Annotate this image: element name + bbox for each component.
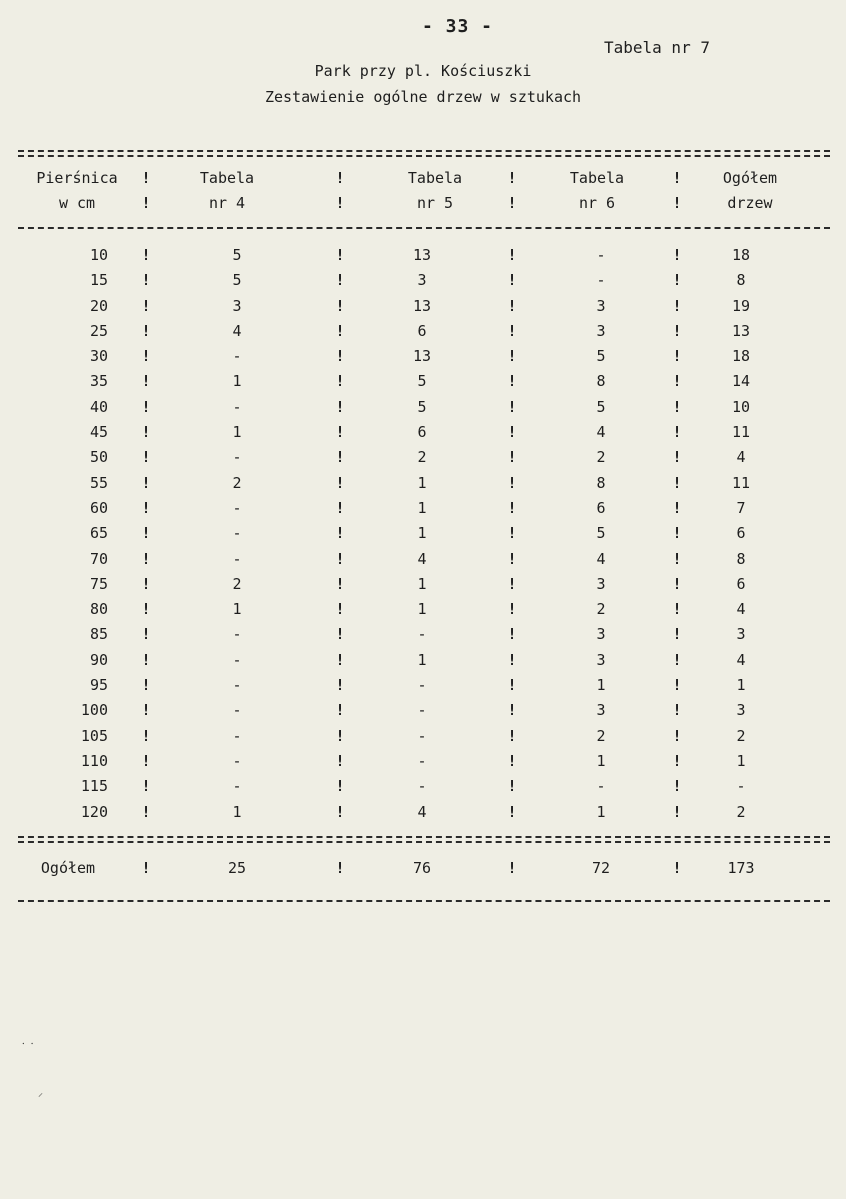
cell-t5: -	[417, 625, 427, 644]
cell-diameter: 90	[89, 650, 108, 669]
cell-t4: -	[232, 498, 242, 517]
ink-speck: ⸝	[38, 1088, 43, 1099]
column-separator: !	[141, 397, 151, 416]
column-separator: !	[335, 549, 345, 568]
cell-t5: 1	[417, 498, 427, 517]
column-separator: !	[672, 859, 682, 877]
cell-t6: 6	[596, 498, 606, 517]
column-separator: !	[335, 524, 345, 543]
cell-t5: 3	[417, 271, 427, 290]
column-separator: !	[335, 751, 345, 770]
cell-t6: -	[596, 246, 606, 264]
table-top-rule	[18, 150, 830, 157]
cell-diameter: 115	[80, 777, 108, 796]
cell-t6: 5	[596, 397, 606, 416]
cell-t6: 2	[596, 726, 606, 745]
cell-t5: -	[417, 726, 427, 745]
table-row	[0, 395, 846, 420]
cell-t4: 4	[232, 321, 242, 340]
cell-total: 8	[736, 271, 746, 290]
column-separator: !	[335, 574, 345, 593]
cell-diameter: 120	[80, 802, 108, 821]
totals-label: Ogółem	[40, 859, 96, 877]
column-separator: !	[335, 498, 345, 517]
cell-t5: 1	[417, 600, 427, 619]
column-separator: !	[507, 625, 517, 644]
cell-t6: 5	[596, 524, 606, 543]
column-separator: !	[335, 194, 345, 212]
column-separator: !	[335, 448, 345, 467]
cell-t6: 4	[596, 423, 606, 442]
column-separator: !	[672, 397, 682, 416]
cell-t6: 5	[596, 347, 606, 366]
column-separator: !	[672, 321, 682, 340]
column-separator: !	[507, 169, 517, 187]
cell-total: 1	[736, 751, 746, 770]
cell-diameter: 95	[89, 676, 108, 695]
cell-t4: -	[232, 777, 242, 796]
cell-t6: -	[596, 777, 606, 796]
cell-t4: -	[232, 524, 242, 543]
document-subtitle: Zestawienie ogólne drzew w sztukach	[264, 88, 582, 106]
cell-diameter: 30	[89, 347, 108, 366]
column-separator: !	[141, 859, 151, 877]
column-separator: !	[672, 246, 682, 264]
column-separator: !	[507, 600, 517, 619]
column-separator: !	[507, 246, 517, 264]
column-separator: !	[672, 448, 682, 467]
column-separator: !	[672, 423, 682, 442]
cell-t6: -	[596, 271, 606, 290]
totals-t5: 76	[412, 859, 432, 877]
cell-t5: 6	[417, 423, 427, 442]
cell-t6: 3	[596, 296, 606, 315]
cell-total: 2	[736, 726, 746, 745]
column-separator: !	[335, 625, 345, 644]
table-row	[0, 800, 846, 825]
column-separator: !	[335, 726, 345, 745]
column-separator: !	[141, 473, 151, 492]
cell-t5: 13	[412, 246, 432, 264]
column-separator: !	[507, 498, 517, 517]
header-rule	[18, 227, 830, 229]
column-separator: !	[507, 777, 517, 796]
column-separator: !	[141, 498, 151, 517]
column-separator: !	[335, 169, 345, 187]
header-t4-line1: Tabela	[199, 169, 255, 187]
cell-t6: 1	[596, 676, 606, 695]
table-row	[0, 673, 846, 698]
cell-total: 4	[736, 650, 746, 669]
column-separator: !	[335, 600, 345, 619]
cell-t4: 1	[232, 372, 242, 391]
cell-total: 18	[731, 246, 751, 264]
cell-diameter: 55	[89, 473, 108, 492]
cell-t6: 2	[596, 600, 606, 619]
cell-diameter: 85	[89, 625, 108, 644]
totals-t4: 25	[227, 859, 247, 877]
column-separator: !	[672, 625, 682, 644]
cell-t4: -	[232, 397, 242, 416]
column-separator: !	[507, 372, 517, 391]
cell-t5: 1	[417, 524, 427, 543]
table-row	[0, 344, 846, 369]
cell-t6: 3	[596, 574, 606, 593]
cell-total: 18	[731, 347, 751, 366]
column-separator: !	[507, 296, 517, 315]
table-row	[0, 547, 846, 572]
column-separator: !	[335, 271, 345, 290]
cell-t6: 3	[596, 701, 606, 720]
cell-t6: 1	[596, 802, 606, 821]
column-separator: !	[507, 397, 517, 416]
column-separator: !	[141, 650, 151, 669]
cell-total: 10	[731, 397, 751, 416]
cell-total: 2	[736, 802, 746, 821]
column-separator: !	[507, 423, 517, 442]
column-separator: !	[141, 194, 151, 212]
cell-t4: 5	[232, 246, 242, 264]
cell-total: 11	[731, 423, 751, 442]
cell-t4: -	[232, 347, 242, 366]
cell-t5: 1	[417, 650, 427, 669]
cell-t4: 1	[232, 802, 242, 821]
column-separator: !	[507, 701, 517, 720]
column-separator: !	[507, 751, 517, 770]
table-row	[0, 445, 846, 470]
cell-total: 4	[736, 600, 746, 619]
column-separator: !	[335, 347, 345, 366]
cell-t4: -	[232, 676, 242, 695]
column-separator: !	[672, 701, 682, 720]
header-diameter-line2: w cm	[58, 194, 96, 212]
cell-diameter: 45	[89, 423, 108, 442]
cell-t4: 2	[232, 473, 242, 492]
header-t5-line1: Tabela	[407, 169, 463, 187]
cell-t6: 8	[596, 372, 606, 391]
column-separator: !	[672, 650, 682, 669]
table-row	[0, 496, 846, 521]
cell-t6: 3	[596, 321, 606, 340]
table-row	[0, 294, 846, 319]
header-t6-line1: Tabela	[569, 169, 625, 187]
column-separator: !	[141, 600, 151, 619]
table-row	[0, 749, 846, 774]
cell-t4: -	[232, 701, 242, 720]
cell-t5: 13	[412, 347, 432, 366]
column-separator: !	[141, 271, 151, 290]
column-separator: !	[507, 194, 517, 212]
cell-diameter: 65	[89, 524, 108, 543]
cell-t4: 5	[232, 271, 242, 290]
column-separator: !	[507, 321, 517, 340]
column-separator: !	[335, 321, 345, 340]
ink-speck: ⸱ ⸱	[22, 1039, 34, 1050]
document-title: Park przy pl. Kościuszki	[314, 62, 532, 80]
cell-total: 4	[736, 448, 746, 467]
cell-diameter: 35	[89, 372, 108, 391]
column-separator: !	[335, 423, 345, 442]
cell-diameter: 80	[89, 600, 108, 619]
cell-diameter: 40	[89, 397, 108, 416]
table-number: Tabela nr 7	[604, 38, 710, 57]
column-separator: !	[141, 701, 151, 720]
table-row	[0, 774, 846, 799]
column-separator: !	[672, 473, 682, 492]
column-separator: !	[141, 751, 151, 770]
header-total-line1: Ogółem	[722, 169, 778, 187]
column-separator: !	[672, 372, 682, 391]
column-separator: !	[507, 473, 517, 492]
page-number: - 33 -	[422, 16, 494, 37]
column-separator: !	[672, 751, 682, 770]
column-separator: !	[141, 574, 151, 593]
cell-t4: -	[232, 751, 242, 770]
table-row	[0, 268, 846, 293]
cell-t4: -	[232, 549, 242, 568]
cell-diameter: 15	[89, 271, 108, 290]
column-separator: !	[335, 397, 345, 416]
cell-t4: -	[232, 448, 242, 467]
column-separator: !	[335, 650, 345, 669]
cell-t5: 1	[417, 473, 427, 492]
column-separator: !	[507, 347, 517, 366]
column-separator: !	[507, 676, 517, 695]
column-separator: !	[672, 676, 682, 695]
cell-diameter: 75	[89, 574, 108, 593]
column-separator: !	[141, 802, 151, 821]
totals-all: 173	[727, 859, 755, 877]
cell-t6: 1	[596, 751, 606, 770]
table-row	[0, 319, 846, 344]
column-separator: !	[141, 169, 151, 187]
column-separator: !	[507, 549, 517, 568]
cell-t6: 4	[596, 549, 606, 568]
header-diameter-line1: Pierśnica	[36, 169, 118, 187]
column-separator: !	[335, 372, 345, 391]
table-row	[0, 724, 846, 749]
header-t4-line2: nr 4	[208, 194, 246, 212]
cell-diameter: 50	[89, 448, 108, 467]
column-separator: !	[141, 246, 151, 264]
cell-t5: 1	[417, 574, 427, 593]
cell-t4: -	[232, 650, 242, 669]
body-bottom-rule	[18, 836, 830, 843]
cell-total: 11	[731, 473, 751, 492]
column-separator: !	[672, 498, 682, 517]
cell-t5: 4	[417, 802, 427, 821]
column-separator: !	[141, 321, 151, 340]
column-separator: !	[672, 600, 682, 619]
cell-diameter: 10	[89, 246, 108, 264]
column-separator: !	[141, 676, 151, 695]
table-header	[0, 166, 846, 218]
column-separator: !	[672, 169, 682, 187]
column-separator: !	[141, 777, 151, 796]
cell-t5: -	[417, 751, 427, 770]
cell-t4: -	[232, 625, 242, 644]
table-row	[0, 471, 846, 496]
table-row	[0, 521, 846, 546]
table-row	[0, 369, 846, 394]
column-separator: !	[335, 777, 345, 796]
cell-t4: 3	[232, 296, 242, 315]
table-row	[0, 698, 846, 723]
cell-total: 6	[736, 524, 746, 543]
column-separator: !	[335, 296, 345, 315]
column-separator: !	[141, 726, 151, 745]
column-separator: !	[141, 448, 151, 467]
column-separator: !	[335, 802, 345, 821]
column-separator: !	[141, 625, 151, 644]
cell-t5: -	[417, 777, 427, 796]
cell-t4: 1	[232, 600, 242, 619]
cell-t4: 2	[232, 574, 242, 593]
cell-diameter: 105	[80, 726, 108, 745]
column-separator: !	[672, 777, 682, 796]
cell-t6: 3	[596, 625, 606, 644]
column-separator: !	[335, 473, 345, 492]
column-separator: !	[141, 549, 151, 568]
table-row	[0, 622, 846, 647]
cell-t4: -	[232, 726, 242, 745]
column-separator: !	[507, 802, 517, 821]
column-separator: !	[507, 650, 517, 669]
cell-total: 6	[736, 574, 746, 593]
cell-t4: 1	[232, 423, 242, 442]
cell-total: 19	[731, 296, 751, 315]
table-row	[0, 648, 846, 673]
header-t5-line2: nr 5	[416, 194, 454, 212]
column-separator: !	[141, 372, 151, 391]
cell-t6: 8	[596, 473, 606, 492]
column-separator: !	[672, 347, 682, 366]
column-separator: !	[141, 423, 151, 442]
cell-t5: 2	[417, 448, 427, 467]
table-row	[0, 243, 846, 268]
column-separator: !	[672, 271, 682, 290]
cell-total: 8	[736, 549, 746, 568]
column-separator: !	[335, 859, 345, 877]
column-separator: !	[335, 701, 345, 720]
column-separator: !	[335, 676, 345, 695]
column-separator: !	[507, 726, 517, 745]
table-body	[0, 243, 846, 825]
column-separator: !	[335, 246, 345, 264]
header-t6-line2: nr 6	[578, 194, 616, 212]
cell-t5: 5	[417, 397, 427, 416]
column-separator: !	[141, 524, 151, 543]
column-separator: !	[141, 347, 151, 366]
cell-t5: 13	[412, 296, 432, 315]
column-separator: !	[672, 296, 682, 315]
cell-t6: 2	[596, 448, 606, 467]
totals-row	[0, 856, 846, 882]
cell-diameter: 70	[89, 549, 108, 568]
table-row	[0, 420, 846, 445]
column-separator: !	[672, 726, 682, 745]
header-total-line2: drzew	[727, 194, 773, 212]
cell-total: 3	[736, 625, 746, 644]
cell-t5: 5	[417, 372, 427, 391]
cell-t5: 4	[417, 549, 427, 568]
column-separator: !	[507, 859, 517, 877]
table-bottom-rule	[18, 900, 830, 902]
column-separator: !	[672, 802, 682, 821]
column-separator: !	[507, 448, 517, 467]
cell-diameter: 20	[89, 296, 108, 315]
table-row	[0, 597, 846, 622]
column-separator: !	[672, 549, 682, 568]
cell-total: 14	[731, 372, 751, 391]
cell-diameter: 110	[80, 751, 108, 770]
column-separator: !	[507, 574, 517, 593]
column-separator: !	[672, 574, 682, 593]
column-separator: !	[672, 524, 682, 543]
column-separator: !	[507, 524, 517, 543]
column-separator: !	[507, 271, 517, 290]
cell-t5: -	[417, 701, 427, 720]
cell-total: -	[736, 777, 746, 796]
cell-t5: 6	[417, 321, 427, 340]
table-row	[0, 572, 846, 597]
cell-diameter: 60	[89, 498, 108, 517]
cell-t6: 3	[596, 650, 606, 669]
column-separator: !	[672, 194, 682, 212]
cell-t5: -	[417, 676, 427, 695]
cell-total: 3	[736, 701, 746, 720]
cell-total: 1	[736, 676, 746, 695]
cell-total: 7	[736, 498, 746, 517]
column-separator: !	[141, 296, 151, 315]
totals-t6: 72	[591, 859, 611, 877]
cell-diameter: 25	[89, 321, 108, 340]
cell-diameter: 100	[80, 701, 108, 720]
cell-total: 13	[731, 321, 751, 340]
